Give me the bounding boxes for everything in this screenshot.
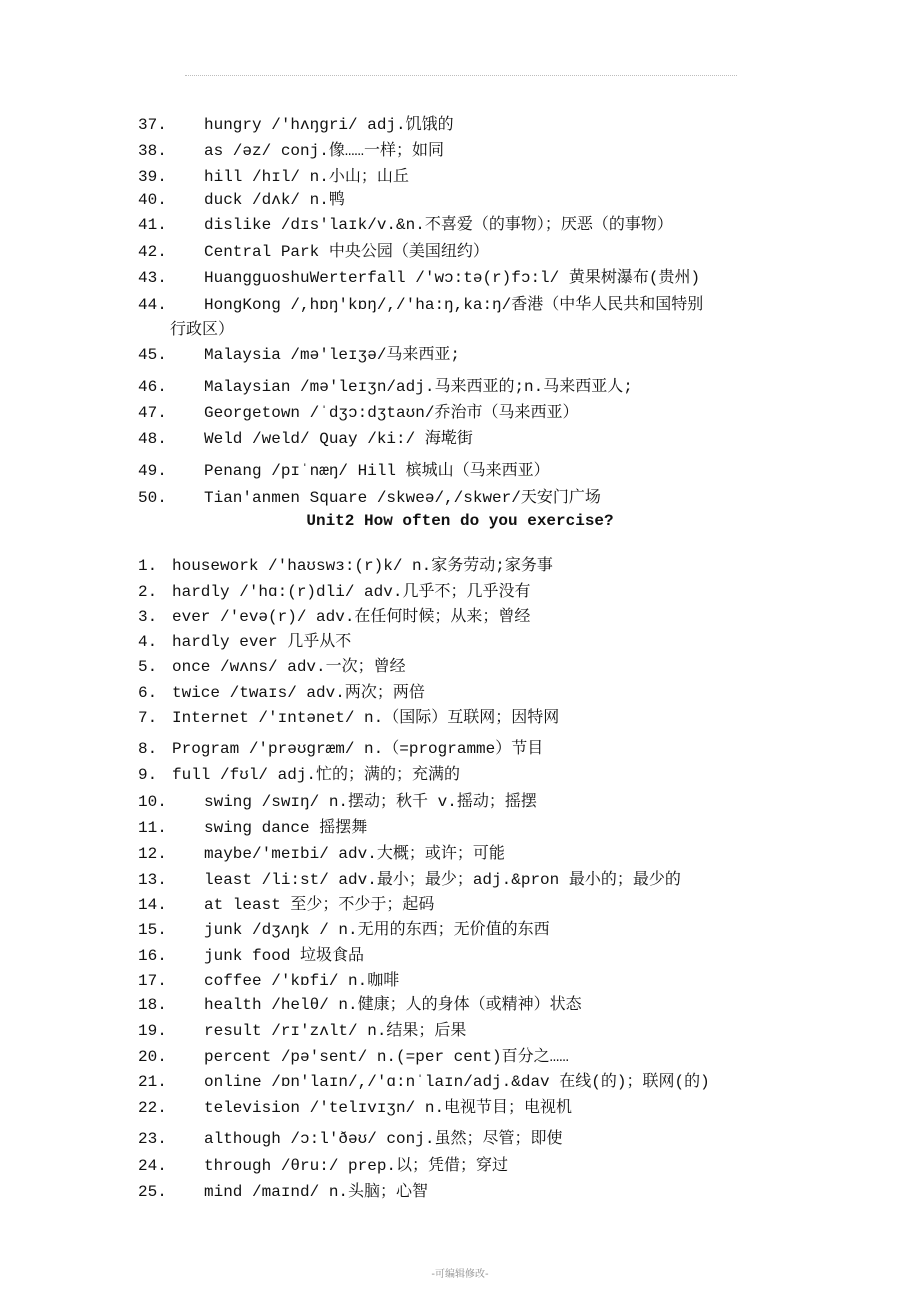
entry-text: Tian'anmen Square /skweə/,/skwer/天安门广场 <box>204 489 601 507</box>
entry-number: 16. <box>138 947 167 965</box>
entry-number: 7. <box>138 709 158 727</box>
entry-text: percent /pə'sent/ n.(=per cent)百分之…… <box>204 1048 569 1066</box>
entry-number: 24. <box>138 1157 167 1175</box>
entry-number: 17. <box>138 972 167 990</box>
entry-text: full /fʊl/ adj.忙的；满的；充满的 <box>172 766 461 784</box>
entry-number: 21. <box>138 1073 167 1091</box>
entry-text: dislike /dɪs'laɪk/v.&n.不喜爱（的事物）；厌恶（的事物） <box>204 216 673 234</box>
entry-text: duck /dʌk/ n.鸭 <box>204 191 345 209</box>
page-footer: -可编辑修改- <box>431 1269 489 1280</box>
entry-text: online /ɒn'laɪn/,/'ɑ:nˈlaɪn/adj.&dav 在线(的)；联网(的) <box>204 1073 710 1091</box>
entry-number: 39. <box>138 168 167 186</box>
entry-text: as /əz/ conj.像……一样；如同 <box>204 142 445 160</box>
entry-number: 20. <box>138 1048 167 1066</box>
entry-number: 11. <box>138 819 167 837</box>
entry-number: 5. <box>138 658 158 676</box>
entry-number: 10. <box>138 793 167 811</box>
entry-text: once /wʌns/ adv.一次；曾经 <box>172 658 406 676</box>
entry-number: 43. <box>138 269 167 287</box>
entry-text: junk /dʒʌŋk / n.无用的东西；无价值的东西 <box>204 921 550 939</box>
entry-number: 50. <box>138 489 167 507</box>
entry-text: result /rɪ'zʌlt/ n.结果；后果 <box>204 1022 467 1040</box>
entry-text: junk food 垃圾食品 <box>204 947 365 965</box>
entry-number: 47. <box>138 404 167 422</box>
entry-text: although /ɔ:l'ðəʊ/ conj.虽然；尽管；即使 <box>204 1130 563 1148</box>
entry-text: HongKong /,hɒŋ'kɒŋ/,/'ha:ŋ,ka:ŋ/香港（中华人民共和国特别 <box>204 296 704 314</box>
entry-text: mind /maɪnd/ n.头脑；心智 <box>204 1183 429 1201</box>
entry-text: hungry /'hʌŋgri/ adj.饥饿的 <box>204 116 454 134</box>
entry-text: through /θru:/ prep.以；凭借；穿过 <box>204 1157 509 1175</box>
entry-number: 14. <box>138 896 167 914</box>
entry-number: 37. <box>138 116 167 134</box>
entry-text: Georgetown /ˈdʒɔ:dʒtaʊn/乔治市（马来西亚） <box>204 404 579 422</box>
entry-number: 9. <box>138 766 158 784</box>
entry-number: 41. <box>138 216 167 234</box>
entry-text: health /helθ/ n.健康；人的身体（或精神）状态 <box>204 996 582 1014</box>
entry-number: 19. <box>138 1022 167 1040</box>
entry-text: HuangguoshuWerterfall /'wɔ:tə(r)fɔ:l/ 黄果树瀑布(贵州) <box>204 269 701 287</box>
entry-number: 40. <box>138 191 167 209</box>
entry-text: swing dance 摇摆舞 <box>204 819 368 837</box>
entry-number: 12. <box>138 845 167 863</box>
entry-text: Malaysian /mə'leɪʒn/adj.马来西亚的;n.马来西亚人; <box>204 378 633 396</box>
entry-continuation: 行政区） <box>170 321 235 339</box>
entry-number: 4. <box>138 633 158 651</box>
entry-text: hill /hɪl/ n.小山；山丘 <box>204 168 409 186</box>
entry-text: Central Park 中央公园（美国纽约） <box>204 243 489 261</box>
entry-text: maybe/'meɪbi/ adv.大概；或许；可能 <box>204 845 505 863</box>
entry-text: coffee /'kɒfi/ n.咖啡 <box>204 972 400 990</box>
entry-number: 42. <box>138 243 167 261</box>
entry-number: 8. <box>138 740 158 758</box>
entry-number: 22. <box>138 1099 167 1117</box>
entry-text: twice /twaɪs/ adv.两次；两倍 <box>172 684 425 702</box>
entry-number: 38. <box>138 142 167 160</box>
entry-text: swing /swɪŋ/ n.摆动；秋千 v.摇动；摇摆 <box>204 793 537 811</box>
entry-number: 49. <box>138 462 167 480</box>
entry-number: 48. <box>138 430 167 448</box>
entry-text: hardly ever 几乎从不 <box>172 633 352 651</box>
entry-text: least /li:st/ adv.最小；最少；adj.&pron 最小的；最少的 <box>204 871 681 889</box>
unit2-title: Unit2 How often do you exercise? <box>306 512 614 530</box>
entry-number: 25. <box>138 1183 167 1201</box>
entry-text: Penang /pɪˈnæŋ/ Hill 槟城山（马来西亚） <box>204 462 550 480</box>
entry-text: Malaysia /mə'leɪʒə/马来西亚; <box>204 346 461 364</box>
entry-text: Weld /weld/ Quay /ki:/ 海墘街 <box>204 430 473 448</box>
entry-number: 1. <box>138 557 158 575</box>
entry-text: Program /'prəʊgræm/ n.（=programme）节目 <box>172 740 544 758</box>
entry-text: ever /'evə(r)/ adv.在任何时候；从来；曾经 <box>172 608 531 626</box>
entry-text: Internet /'ɪntənet/ n.（国际）互联网；因特网 <box>172 709 560 727</box>
entry-number: 46. <box>138 378 167 396</box>
entry-text: housework /'haʊswɜ:(r)k/ n.家务劳动;家务事 <box>172 557 553 575</box>
entry-number: 44. <box>138 296 167 314</box>
entry-number: 6. <box>138 684 158 702</box>
entry-text: television /'telɪvɪʒn/ n.电视节目；电视机 <box>204 1099 573 1117</box>
entry-number: 13. <box>138 871 167 889</box>
entry-number: 45. <box>138 346 167 364</box>
header-divider <box>185 75 737 76</box>
entry-number: 15. <box>138 921 167 939</box>
entry-text: at least 至少；不少于；起码 <box>204 896 435 914</box>
entry-number: 2. <box>138 583 158 601</box>
entry-number: 23. <box>138 1130 167 1148</box>
entry-number: 3. <box>138 608 158 626</box>
entry-text: hardly /'hɑ:(r)dli/ adv.几乎不；几乎没有 <box>172 583 531 601</box>
entry-number: 18. <box>138 996 167 1014</box>
